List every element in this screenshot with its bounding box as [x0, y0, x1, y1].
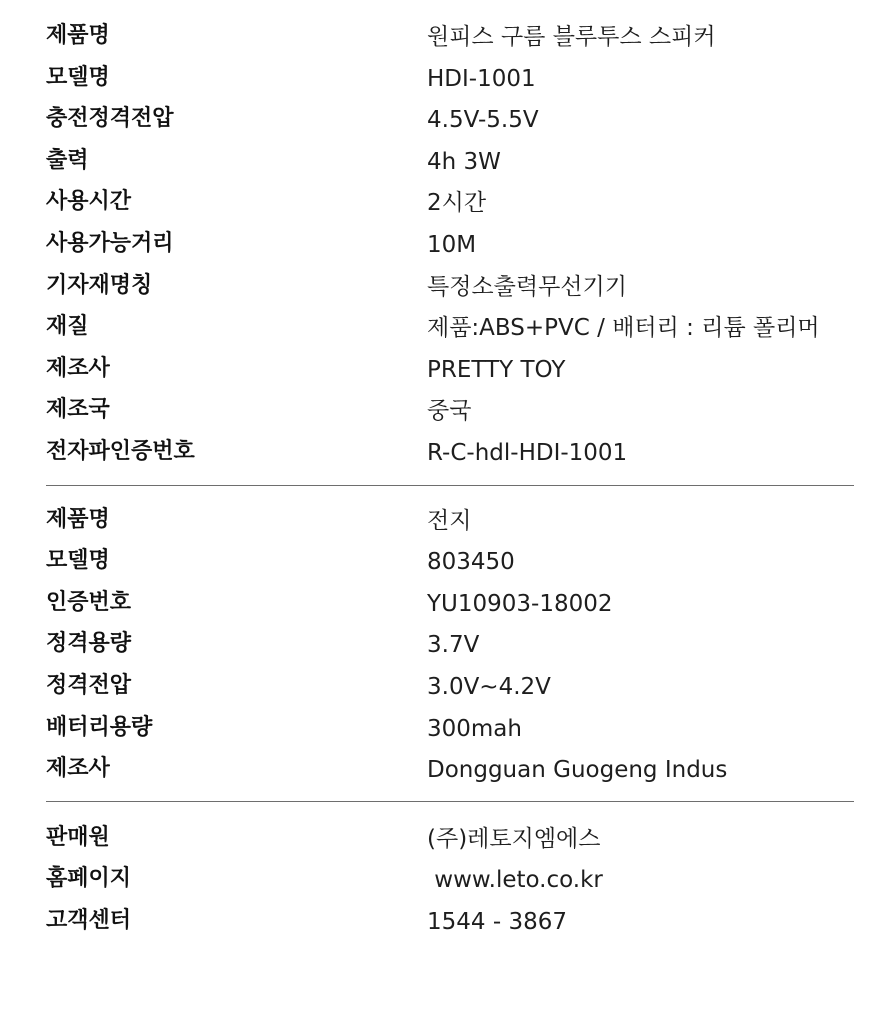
spec-row-model-name: [46, 56, 854, 98]
battery-row-rated-voltage: [46, 664, 854, 706]
seller-info-section: [46, 816, 854, 941]
homepage-link[interactable]: www.leto.co.kr: [427, 867, 603, 894]
spec-label: 판매원: [46, 824, 110, 850]
spec-row-material: [46, 305, 854, 347]
seller-row-vendor: [46, 816, 854, 858]
spec-value: 특정소출력무선기기: [427, 273, 627, 300]
section-divider: [46, 801, 854, 802]
product-info-page: [46, 14, 854, 940]
battery-row-product-name: [46, 498, 854, 540]
spec-label: 제조국: [46, 397, 110, 423]
battery-spec-section: [46, 498, 854, 789]
battery-row-rated-capacity: [46, 622, 854, 664]
spec-row-usage-time: [46, 180, 854, 222]
battery-row-certification: [46, 581, 854, 623]
spec-value: 중국: [427, 398, 472, 425]
spec-value: PRETTY TOY: [427, 356, 566, 383]
spec-label: 출력: [46, 147, 89, 173]
spec-value: 10M: [427, 231, 477, 258]
spec-value: 3.7V: [427, 632, 480, 659]
spec-label: 모델명: [46, 64, 110, 90]
spec-label: 재질: [46, 314, 89, 340]
product-spec-section: [46, 14, 854, 472]
spec-label: 사용시간: [46, 189, 132, 215]
spec-label: 인증번호: [46, 589, 132, 615]
spec-label: 고객센터: [46, 907, 132, 933]
spec-label: 제조사: [46, 756, 110, 782]
spec-label: 사용가능거리: [46, 230, 174, 256]
customer-center-phone: 1544 - 3867: [427, 908, 567, 935]
spec-value: Dongguan Guogeng Indus: [427, 757, 728, 784]
spec-row-charging-voltage: [46, 97, 854, 139]
spec-label: 정격용량: [46, 631, 132, 657]
spec-row-product-name: [46, 14, 854, 56]
spec-row-country: [46, 388, 854, 430]
spec-value: R-C-hdl-HDI-1001: [427, 439, 628, 466]
spec-label: 충전정격전압: [46, 106, 174, 132]
spec-value: 300mah: [427, 715, 522, 742]
seller-row-homepage: [46, 857, 854, 899]
spec-row-output: [46, 139, 854, 181]
spec-row-certification: [46, 430, 854, 472]
seller-row-customer-center: [46, 899, 854, 941]
spec-value: 803450: [427, 549, 515, 576]
spec-value: (주)레토지엠에스: [427, 825, 601, 852]
spec-label: 모델명: [46, 548, 110, 574]
spec-row-equipment-name: [46, 264, 854, 306]
spec-value: YU10903-18002: [427, 590, 613, 617]
spec-label: 기자재명칭: [46, 272, 153, 298]
spec-label: 제품명: [46, 23, 110, 48]
battery-row-capacity: [46, 706, 854, 748]
spec-value: 전지: [427, 507, 472, 534]
spec-value: 3.0V~4.2V: [427, 673, 551, 700]
battery-row-model-name: [46, 539, 854, 581]
spec-label: 제조사: [46, 355, 110, 381]
spec-label: 제품명: [46, 506, 110, 532]
spec-value: 4.5V-5.5V: [427, 107, 539, 134]
spec-value: 제품:ABS+PVC / 배터리 : 리튬 폴리머: [427, 315, 820, 342]
spec-value: 2시간: [427, 190, 487, 217]
spec-label: 홈페이지: [46, 866, 132, 892]
battery-row-manufacturer: [46, 747, 854, 789]
spec-row-manufacturer: [46, 347, 854, 389]
spec-value: HDI-1001: [427, 65, 536, 92]
spec-label: 정격전압: [46, 672, 132, 698]
spec-label: 배터리용량: [46, 714, 153, 740]
spec-row-range: [46, 222, 854, 264]
section-divider: [46, 485, 854, 486]
spec-label: 전자파인증번호: [46, 438, 195, 464]
spec-value: 원피스 구름 블루투스 스피커: [427, 24, 716, 50]
spec-value: 4h 3W: [427, 148, 501, 175]
